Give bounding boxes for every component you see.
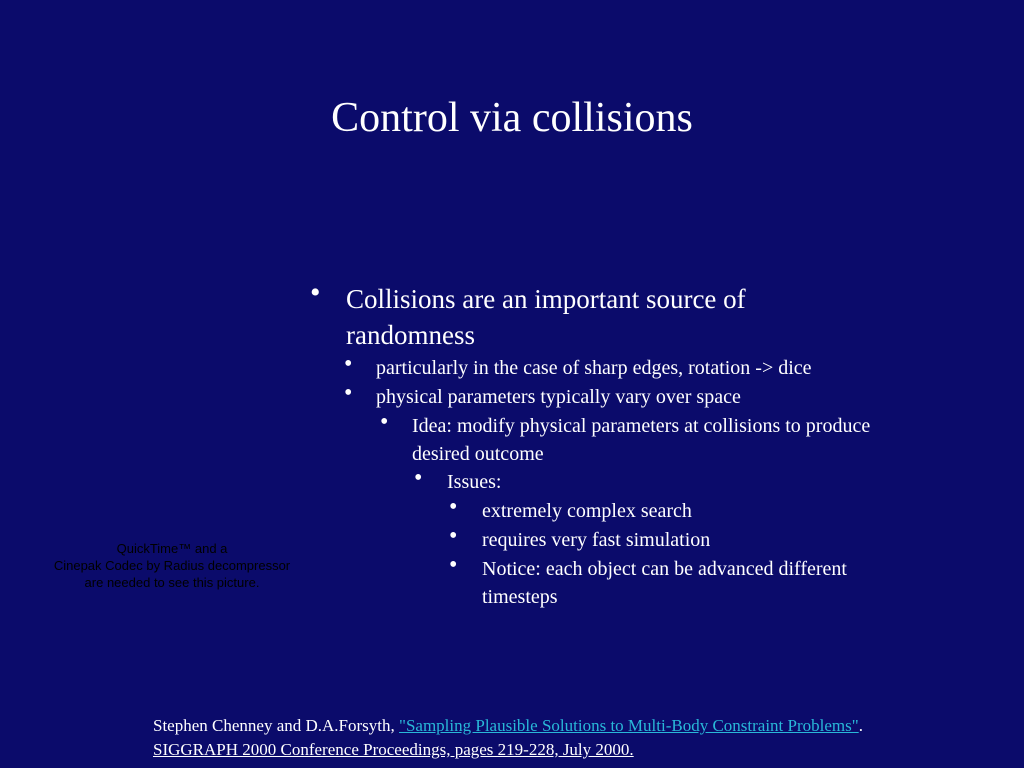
bullet-dot-icon: • [344,351,353,377]
bullet-text: Issues: [447,471,502,493]
bullet-dot-icon: • [344,380,353,406]
reference-punctuation: . [858,716,863,735]
placeholder-line: Cinepak Codec by Radius decompressor [53,558,291,573]
placeholder-line: QuickTime™ and a [116,541,228,556]
reference-venue-link[interactable]: SIGGRAPH 2000 Conference Proceedings, pages 219-228, July 2000. [153,740,634,759]
bullet-text: requires very fast simulation [482,529,711,551]
bullet-text: Notice: each object can be advanced different timesteps [482,558,847,608]
bullet-text: Collisions are an important source of randomness [346,284,746,350]
bullet-text: Idea: modify physical parameters at collisions to produce desired outcome [412,415,871,465]
reference-authors: Stephen Chenney and D.A.Forsyth, [153,716,400,735]
bullet-dot-icon: • [414,465,423,491]
placeholder-line: are needed to see this picture. [84,575,260,590]
slide-title: Control via collisions [331,95,693,141]
bullet-dot-icon: • [449,552,458,578]
bullet-text: physical parameters typically vary over space [376,386,741,408]
reference-line-1 [153,714,1013,738]
reference-citation [153,714,1013,762]
bullet-dot-icon: • [449,494,458,520]
bullet-dot-icon: • [310,276,321,309]
bullet-dot-icon: • [449,523,458,549]
bullet-dot-icon: • [380,409,389,435]
bullet-text: particularly in the case of sharp edges, rotation -> dice [376,357,812,379]
paper-link[interactable]: "Sampling Plausible Solutions to Multi-Body Constraint Problems" [399,716,859,735]
quicktime-placeholder [12,540,332,591]
bullet-text: extremely complex search [482,500,692,522]
